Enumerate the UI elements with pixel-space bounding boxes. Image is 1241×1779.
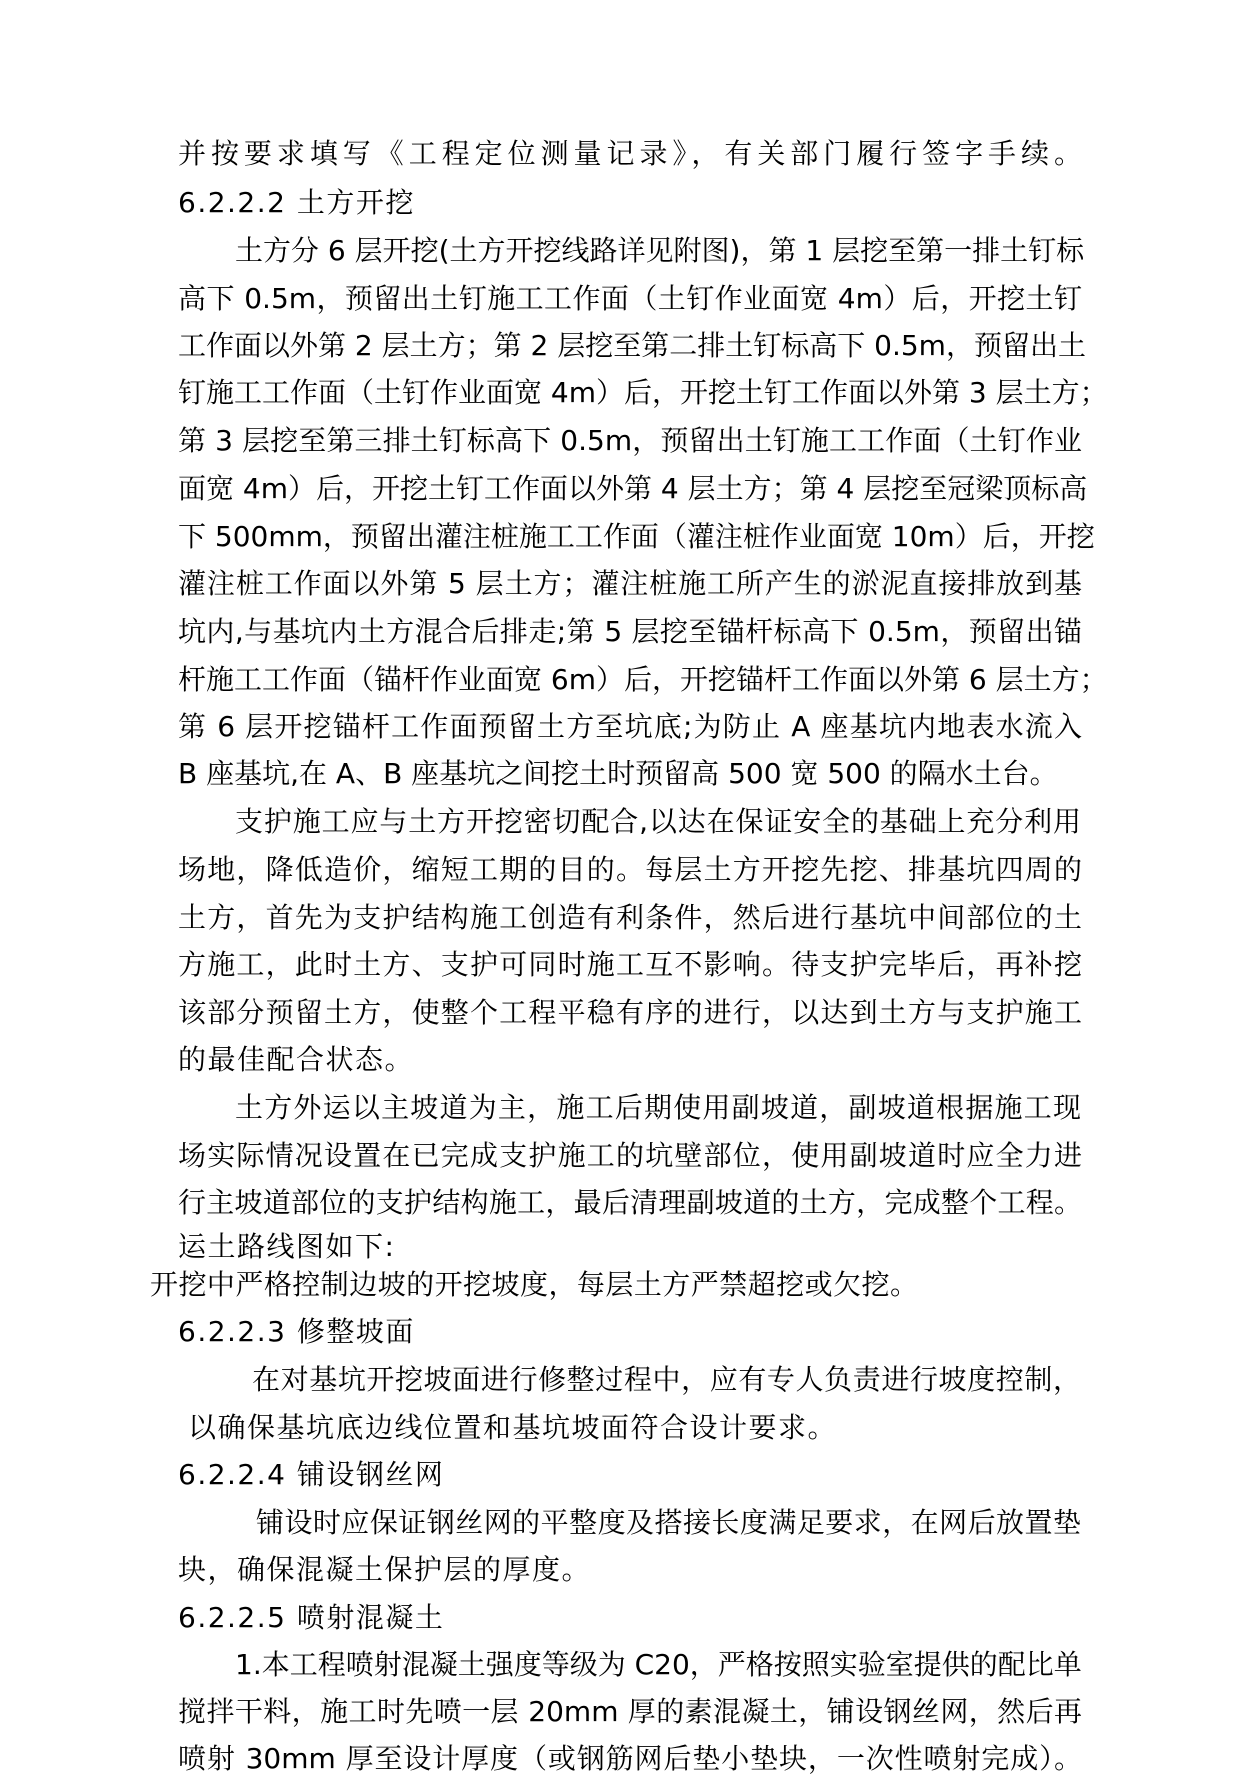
text-line: 下 500mm，预留出灌注桩施工工作面（灌注桩作业面宽 10m）后，开挖	[178, 520, 1095, 553]
text-line: 的最佳配合状态。	[178, 1043, 415, 1076]
text-line: 钉施工工作面（土钉作业面宽 4m）后，开挖土钉工作面以外第 3 层土方；	[178, 376, 1108, 409]
text-line: 行主坡道部位的支护结构施工，最后清理副坡道的土方，完成整个工程。	[178, 1186, 1082, 1219]
text-line: 并按要求填写《工程定位测量记录》，有关部门履行签字手续。	[178, 137, 1082, 170]
text-line: 块，确保混凝土保护层的厚度。	[178, 1553, 592, 1586]
paragraph-first-line: 1.本工程喷射混凝土强度等级为 C20，严格按照实验室提供的配比单	[235, 1648, 1082, 1681]
text-line: 面宽 4m）后，开挖土钉工作面以外第 4 层土方；第 4 层挖至冠梁顶标高	[178, 472, 1088, 505]
text-line: 坑内,与基坑内土方混合后排走;第 5 层挖至锚杆标高下 0.5m，预留出锚	[178, 615, 1082, 648]
paragraph-first-line: 土方外运以主坡道为主，施工后期使用副坡道，副坡道根据施工现	[235, 1091, 1081, 1124]
text-line: 工作面以外第 2 层土方；第 2 层挖至第二排土钉标高下 0.5m，预留出土	[178, 329, 1086, 362]
text-line: 搅拌干料，施工时先喷一层 20mm 厚的素混凝土，铺设钢丝网，然后再	[178, 1695, 1082, 1728]
section-heading: 6.2.2.5 喷射混凝土	[178, 1601, 445, 1634]
text-line: 高下 0.5m，预留出土钉施工工作面（土钉作业面宽 4m）后，开挖土钉	[178, 282, 1082, 315]
paragraph-first-line: 支护施工应与土方开挖密切配合,以达在保证安全的基础上充分利用	[235, 805, 1081, 838]
text-line: 场实际情况设置在已完成支护施工的坑壁部位，使用副坡道时应全力进	[178, 1139, 1082, 1172]
text-line: 第 6 层开挖锚杆工作面预留土方至坑底;为防止 A 座基坑内地表水流入	[178, 710, 1082, 743]
paragraph-first-line: 在对基坑开挖坡面进行修整过程中，应有专人负责进行坡度控制，	[252, 1363, 1081, 1396]
section-heading: 6.2.2.3 修整坡面	[178, 1315, 415, 1348]
text-line: 开挖中严格控制边坡的开挖坡度，每层土方严禁超挖或欠挖。	[150, 1268, 918, 1301]
paragraph-first-line: 铺设时应保证钢丝网的平整度及搭接长度满足要求，在网后放置垫	[256, 1506, 1081, 1539]
text-line: 喷射 30mm 厚至设计厚度（或钢筋网后垫小垫块，一次性喷射完成）。	[178, 1742, 1082, 1775]
text-line: 该部分预留土方，使整个工程平稳有序的进行，以达到土方与支护施工	[178, 996, 1082, 1029]
text-line: 第 3 层挖至第三排土钉标高下 0.5m，预留出土钉施工工作面（土钉作业	[178, 424, 1082, 457]
section-heading: 6.2.2.2 土方开挖	[178, 186, 415, 219]
text-line: 以确保基坑底边线位置和基坑坡面符合设计要求。	[188, 1411, 838, 1444]
text-line: 杆施工工作面（锚杆作业面宽 6m）后，开挖锚杆工作面以外第 6 层土方；	[178, 663, 1108, 696]
text-line: B 座基坑,在 A、B 座基坑之间挖土时预留高 500 宽 500 的隔水土台。	[178, 757, 1058, 790]
text-line: 运土路线图如下:	[178, 1230, 396, 1263]
text-line: 灌注桩工作面以外第 5 层土方；灌注桩施工所产生的淤泥直接排放到基	[178, 567, 1082, 600]
text-line: 方施工，此时土方、支护可同时施工互不影响。待支护完毕后，再补挖	[178, 948, 1082, 981]
paragraph-first-line: 土方分 6 层开挖(土方开挖线路详见附图)，第 1 层挖至第一排土钉标	[235, 234, 1085, 267]
text-line: 场地，降低造价，缩短工期的目的。每层土方开挖先挖、排基坑四周的	[178, 853, 1082, 886]
section-heading: 6.2.2.4 铺设钢丝网	[178, 1458, 445, 1491]
text-line: 土方，首先为支护结构施工创造有利条件，然后进行基坑中间部位的土	[178, 901, 1082, 934]
